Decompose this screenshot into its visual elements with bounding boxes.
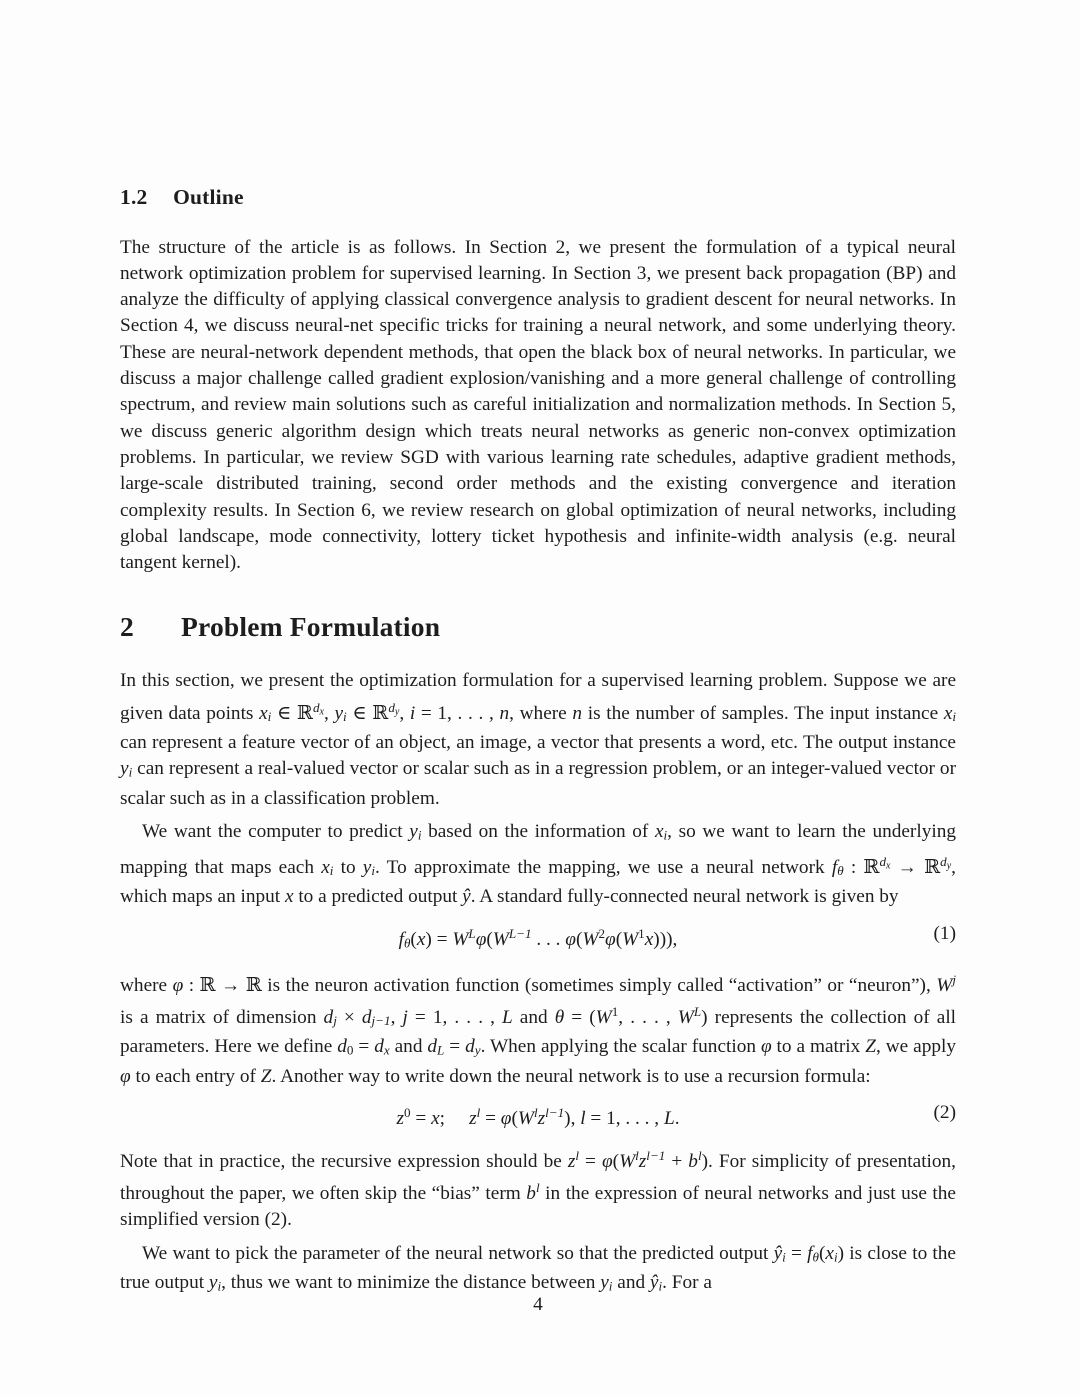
paragraph-activation: where φ : ℝ → ℝ is the neuron activation function (sometimes simply called “activation” or “neuron”), $W^j$ is a matrix of dimension dj × dj−1, j = 1, . . . , L and $\theta = (W^1$, . . . , $W^L$) represents the collection of all parameters. Here we define d0 = dx and dL = dy. When applying the scalar function φ to a matrix Z, we apply φ to each entry of Z. Another way to write down the neural network is to use a recursion formula: (120, 971, 957, 1088)
paragraph-mapping: We want the computer to predict yi based on the information of xi, so we want to learn the underlying mapping that maps each xi to yi. To approximate the mapping, we use a neural network fθ : ℝ$^{dx}$ → ℝ$^{dy}$, which maps an input x to a predicted output ŷ. A standard fully-connected neural network is given by (120, 821, 956, 908)
page-footer (120, 1294, 956, 1316)
page-number: 4 (533, 1294, 543, 1315)
section-title: Problem Formulation (181, 611, 441, 643)
paragraph-bias-note: Note that in practice, the recursive expression should be $z^l = \varphi(W^lz^{l-1} + b^l)$. For simplicity of presentation, throughout the paper, we often skip the “bias” term $b^l$ in the expression of neural networks and just use the simplified version (2). (120, 1148, 957, 1231)
equation-2 (120, 1099, 956, 1133)
page-content (120, 0, 956, 1300)
subsection-title: Outline (173, 185, 244, 209)
section-heading (120, 613, 956, 642)
equation-1 (120, 920, 956, 957)
outline-paragraph: The structure of the article is as follows. In Section 2, we present the formulation of a typical neural network optimization problem for supervised learning. In Section 3, we present back propagation (BP) and analyze the difficulty of applying classical convergence analysis to gradient descent for neural networks. In Section 4, we discuss neural-net specific tricks for training a neural network, and some underlying theory. These are neural-network dependent methods, that open the black box of neural networks. In particular, we discuss a major challenge called gradient explosion/vanishing and a more general challenge of controlling spectrum, and review main solutions such as careful initialization and normalization methods. In Section 5, we discuss generic algorithm design which treats neural networks as generic non-convex optimization problems. In particular, we review SGD with various learning rate schedules, adaptive gradient methods, large-scale distributed training, second order methods and the existing convergence and iteration complexity results. In Section 6, we review research on global optimization of neural networks, including global landscape, mode connectivity, lottery ticket hypothesis and infinite-width analysis (e.g. neural tangent kernel). (120, 236, 956, 574)
paragraph-problem-setup: In this section, we present the optimization formulation for a supervised learning problem. Suppose we are given data points xi ∈ ℝ$^{dx}$, yi ∈ ℝ$^{dy}$, i = 1, . . . , n, where n is the number of samples. The input instance xi can represent a feature vector of an object, an image, a vector that presents a word, etc. The output instance yi can represent a real-valued vector or scalar such as in a regression problem, or an integer-valued vector or scalar such as in a classification problem. (120, 670, 957, 810)
subsection-number: 1.2 (120, 185, 148, 209)
section-number: 2 (120, 611, 134, 643)
equation-2-tag: (2) (933, 1102, 956, 1124)
equation-1-body: $f\theta(x) = W^L\varphi(W^{L-1}$ . . . $\varphi(W^2\varphi(W^1x))$), (398, 925, 678, 950)
subsection-heading (120, 186, 956, 209)
paragraph-objective: We want to pick the parameter of the neural network so that the predicted output ŷi = fθ(xi) is close to the true output yi, thus we want to minimize the distance between yi and ŷi. For a (120, 1242, 956, 1294)
equation-2-body: $z^0 = x$; $z^l = \varphi(W^lz^{l-1})$, l = 1, . . . , L. (396, 1105, 680, 1130)
equation-1-tag: (1) (933, 922, 956, 944)
